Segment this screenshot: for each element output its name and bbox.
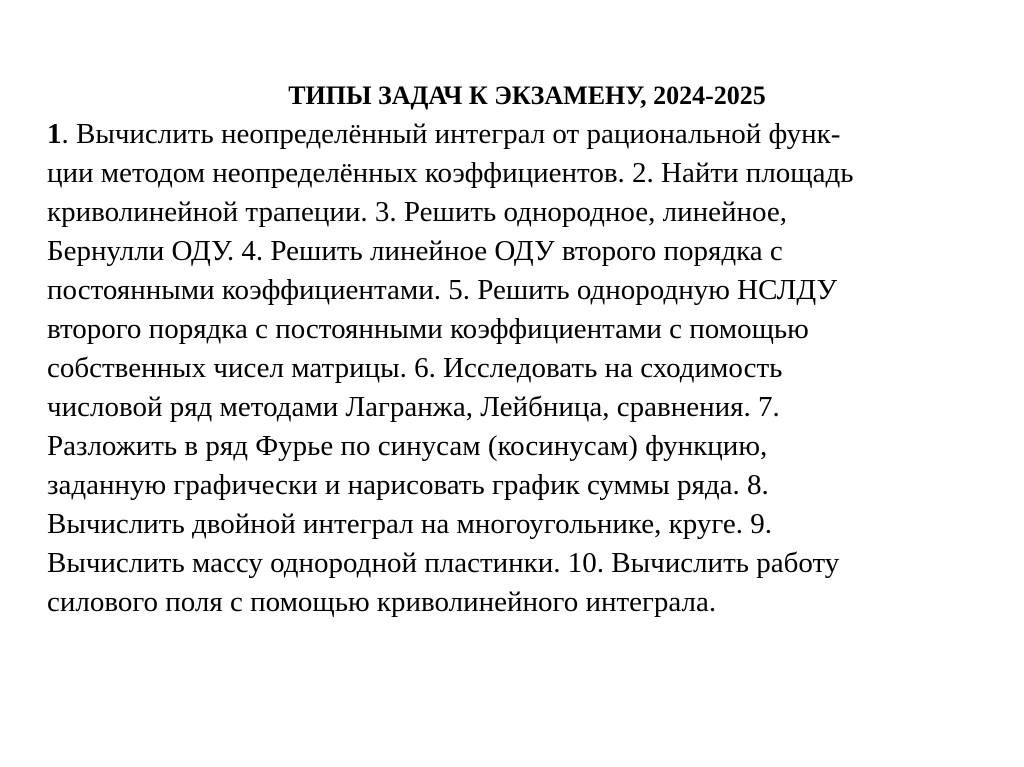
text-line-12: Вычислить массу однородной пластинки. 10. Вычислить работу: [47, 547, 840, 579]
text-line-13: силового поля с помощью криволинейного интеграла.: [47, 586, 717, 618]
task-list-text: [47, 115, 1007, 622]
text-line-10: заданную графически и нарисовать график суммы ряда. 8.: [47, 469, 769, 501]
text-line-5: постоянными коэффициентами. 5. Решить однородную НСЛДУ: [47, 274, 838, 306]
slide-title: ТИПЫ ЗАДАЧ К ЭКЗАМЕНУ, 2024-2025: [288, 81, 766, 110]
text-line-1: [47, 115, 1007, 154]
text-line-11: Вычислить двойной интеграл на многоугольнике, круге. 9.: [47, 508, 773, 540]
text-line-3: криволинейной трапеции. 3. Решить однородное, линейное,: [47, 196, 787, 228]
text-line-4: Бернулли ОДУ. 4. Решить линейное ОДУ второго порядка с: [47, 235, 783, 267]
text-line-2: ции методом неопределённых коэффициентов. 2. Найти площадь: [47, 157, 854, 189]
text-line-8: числовой ряд методами Лагранжа, Лейбница, сравнения. 7.: [47, 391, 780, 423]
text-line-7: собственных чисел матрицы. 6. Исследовать на сходимость: [47, 352, 783, 384]
first-task-number: 1: [47, 118, 62, 150]
text-line-1-content: . Вычислить неопределённый интеграл от рациональной функ-: [61, 118, 841, 150]
text-line-9: Разложить в ряд Фурье по синусам (косинусам) функцию,: [47, 430, 768, 462]
text-line-6: второго порядка с постоянными коэффициентами с помощью: [47, 313, 809, 345]
